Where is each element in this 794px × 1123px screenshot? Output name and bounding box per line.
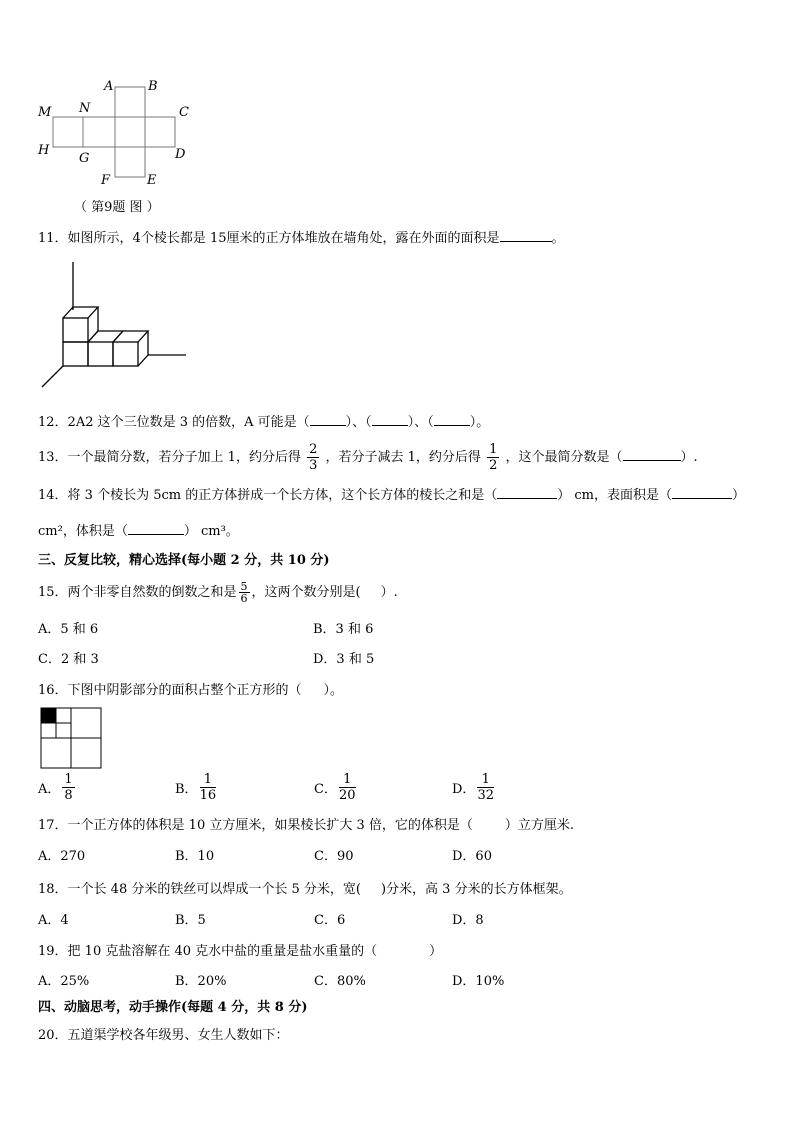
question-13-end: ）.: [680, 450, 698, 465]
option-b[interactable]: B．5: [175, 913, 206, 928]
question-13-text-a: 13．一个最简分数，若分子加上 1，约分后得: [38, 450, 301, 465]
option-a[interactable]: [38, 772, 77, 803]
fraction-numerator: 1: [64, 772, 73, 787]
option-letter: A．: [38, 782, 61, 797]
question-19-end: ）: [429, 944, 443, 959]
question-14-text-b: ） cm，表面积是（: [557, 488, 672, 503]
option-c[interactable]: [314, 772, 358, 803]
separator: ）、（: [345, 415, 372, 430]
question-19: [38, 944, 442, 960]
option-fraction: [339, 772, 356, 803]
vertex-label-D: D: [175, 147, 186, 162]
fraction-denominator: 8: [64, 788, 73, 803]
vertex-label-C: C: [179, 105, 189, 120]
option-c[interactable]: C．2 和 3: [38, 652, 99, 667]
figure-caption: （ 第9题 图 ）: [74, 200, 160, 215]
question-11-text: 11．如图所示，4个棱长都是 15厘米的正方体堆放在墙角处，露在外面的面积是: [38, 231, 500, 246]
option-b[interactable]: B．10: [175, 849, 215, 864]
question-15-end: ）.: [380, 585, 398, 600]
fraction-numerator: 2: [309, 442, 318, 457]
question-18-text: 18．一个长 48 分米的铁丝可以焊成一个长 5 分米，宽(: [38, 882, 361, 897]
vertex-label-E: E: [147, 173, 157, 188]
option-letter: D．: [452, 782, 476, 797]
fraction-denominator: 2: [489, 458, 498, 473]
fraction-numerator: 1: [477, 772, 494, 788]
option-c[interactable]: C．6: [314, 913, 346, 928]
question-14-text-d: cm²，体积是（: [38, 524, 128, 539]
option-d[interactable]: [452, 772, 496, 803]
option-c[interactable]: C．90: [314, 849, 354, 864]
vertex-label-G: G: [79, 151, 90, 166]
fraction-denominator: 20: [338, 788, 356, 803]
option-d[interactable]: D．10%: [452, 974, 505, 989]
question-17: [38, 818, 574, 834]
option-d[interactable]: D．3 和 5: [313, 652, 375, 667]
option-d[interactable]: D．60: [452, 849, 492, 864]
question-12-text: 12．2A2 这个三位数是 3 的倍数，A 可能是（: [38, 415, 310, 430]
question-13-text-b: ，若分子减去 1，约分后得: [325, 450, 481, 465]
fraction-denominator: 6: [240, 592, 248, 605]
option-a[interactable]: A．270: [38, 849, 86, 864]
question-14-text-a: 14．将 3 个棱长为 5cm 的正方体拼成一个长方体，这个长方体的棱长之和是（: [38, 488, 498, 503]
question-17-end: ）立方厘米.: [504, 818, 575, 833]
option-a[interactable]: A．25%: [38, 974, 90, 989]
question-18-end: )分米，高 3 分米的长方体框架。: [380, 882, 572, 897]
fraction-numerator: 1: [339, 772, 356, 788]
question-11-end: 。: [551, 231, 565, 246]
option-c[interactable]: C．80%: [314, 974, 366, 989]
section-4-heading: 四、动脑思考，动手操作(每题 4 分，共 8 分): [38, 1000, 308, 1015]
vertex-label-N: N: [79, 101, 91, 116]
question-12-end: ）。: [469, 415, 490, 430]
vertex-label-B: B: [148, 79, 158, 94]
fraction-denominator: 32: [477, 788, 494, 803]
option-fraction: [62, 772, 74, 803]
question-17-text: 17．一个正方体的体积是 10 立方厘米，如果棱长扩大 3 倍，它的体积是（: [38, 818, 473, 833]
fraction-denominator: 3: [309, 458, 318, 473]
vertex-label-F: F: [101, 173, 111, 188]
fraction-numerator: 1: [489, 442, 498, 457]
question-20: 20．五道渠学校各年级男、女生人数如下：: [38, 1028, 289, 1043]
question-13-text-c: ，这个最简分数是（: [505, 450, 623, 465]
option-b[interactable]: [175, 772, 218, 803]
fraction-numerator: 5: [240, 580, 248, 593]
question-19-text: 19．把 10 克盐溶解在 40 克水中盐的重量是盐水重量的（: [38, 944, 378, 959]
fraction-denominator: 16: [199, 788, 217, 803]
question-16-text: 16．下图中阴影部分的面积占整个正方形的（: [38, 683, 302, 698]
question-18: [38, 882, 572, 898]
option-fraction: [200, 772, 217, 803]
section-3-heading: 三、反复比较，精心选择(每小题 2 分，共 10 分): [38, 553, 330, 568]
vertex-label-M: M: [38, 105, 52, 120]
separator: ）、（: [407, 415, 434, 430]
option-d[interactable]: D．8: [452, 913, 484, 928]
option-fraction: [477, 772, 494, 803]
question-15-text-a: 15．两个非零自然数的倒数之和是: [38, 585, 237, 600]
option-a[interactable]: A．4: [38, 913, 69, 928]
vertex-label-A: A: [104, 79, 114, 94]
option-a[interactable]: A．5 和 6: [38, 622, 99, 637]
question-14-text-e: ） cm³。: [183, 524, 239, 539]
question-15-text-b: ，这两个数分别是(: [251, 585, 361, 600]
option-letter: C．: [314, 782, 337, 797]
option-b[interactable]: B．20%: [175, 974, 227, 989]
question-14-text-c: ）: [731, 488, 745, 503]
option-letter: B．: [175, 782, 198, 797]
vertex-label-H: H: [38, 143, 50, 158]
option-b[interactable]: B．3 和 6: [313, 622, 374, 637]
question-16-end: ）。: [323, 683, 344, 698]
fraction-numerator: 1: [200, 772, 217, 788]
